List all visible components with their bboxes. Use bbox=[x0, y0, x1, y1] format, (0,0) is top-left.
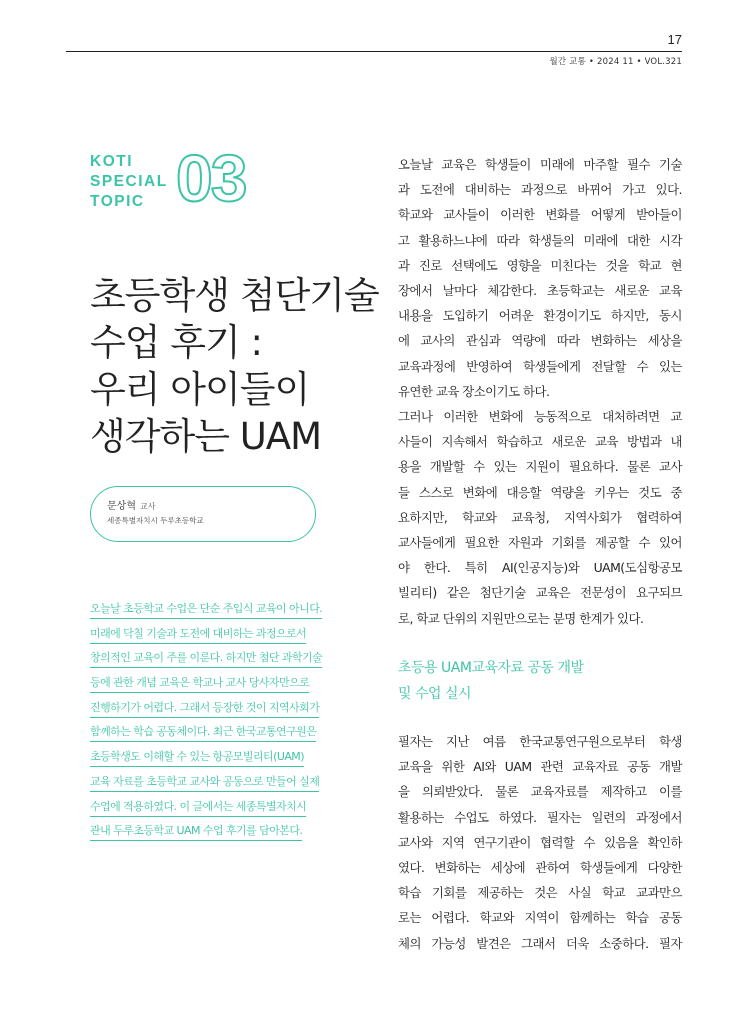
lead-line: 관내 두루초등학교 UAM 수업 후기를 담아본다. bbox=[90, 821, 302, 841]
body-line: 과 진로 선택에도 영향을 미친다는 것을 학교 현 bbox=[398, 257, 682, 273]
body-line: 유연한 교육 장소이기도 하다. bbox=[398, 383, 550, 399]
author-line bbox=[107, 500, 315, 514]
section-heading-line-1: 초등용 UAM교육자료 공동 개발 bbox=[398, 660, 584, 676]
body-line: 용을 개발할 수 있는 지원이 필요하다. 물론 교사 bbox=[398, 459, 682, 475]
lead-line: 등에 관한 개념 교육은 학교나 교사 당사자만으로 bbox=[90, 673, 309, 693]
lead-paragraph bbox=[90, 598, 370, 845]
section-heading bbox=[398, 655, 682, 707]
author-box bbox=[90, 486, 316, 542]
lead-line: 오늘날 초등학교 수업은 단순 주입식 교육이 아니다. bbox=[90, 599, 322, 619]
page-number: 17 bbox=[667, 32, 682, 47]
body-line: 교육과정에 반영하여 학생들에게 전달할 수 있는 bbox=[398, 358, 682, 374]
lead-line: 미래에 닥칠 기술과 도전에 대비하는 과정으로서 bbox=[90, 624, 306, 644]
lead-line: 수업에 적용하였다. 이 글에서는 세종특별자치시 bbox=[90, 797, 306, 817]
body-line: 과 도전에 대비하는 과정으로 바뀌어 가고 있다. bbox=[398, 182, 682, 198]
lead-line: 함께하는 학습 공동체이다. 최근 한국교통연구원은 bbox=[90, 722, 316, 742]
title-line-1: 초등학생 첨단기술 bbox=[90, 274, 379, 317]
body-line: 였다. 변화하는 세상에 관하여 학생들에게 다양한 bbox=[398, 860, 682, 876]
body-line: 을 의뢰받았다. 물론 교육자료를 제작하고 이를 bbox=[398, 784, 682, 800]
lead-line: 창의적인 교육이 주를 이룬다. 하지만 첨단 과학기술 bbox=[90, 648, 322, 668]
topic-number: 03 bbox=[176, 141, 246, 215]
body-line: 장에서 날마다 체감한다. 초등학교는 새로운 교육 bbox=[398, 283, 682, 299]
body-line: 고 활용하느냐에 따라 학생들의 미래에 대한 시각 bbox=[398, 232, 682, 248]
title-line-3: 우리 아이들이 bbox=[90, 368, 310, 411]
lead-line: 교육 자료를 초등학교 교사와 공동으로 만들어 실제 bbox=[90, 772, 319, 792]
body-text-part-2 bbox=[398, 729, 682, 956]
title-line-2: 수업 후기 : bbox=[90, 321, 262, 364]
body-line: 체의 가능성 발견은 그래서 더욱 소중하다. 필자 bbox=[398, 935, 682, 951]
section-heading-line-2: 및 수업 실시 bbox=[398, 686, 472, 702]
topic-line-koti: KOTI bbox=[90, 153, 134, 170]
body-line: 내용을 도입하기 어려운 환경이기도 하지만, 동시 bbox=[398, 308, 682, 324]
special-topic-label bbox=[90, 141, 246, 215]
article-title bbox=[90, 272, 390, 460]
body-line: 들 스스로 변화에 대응할 역량을 키우는 것도 중 bbox=[398, 484, 682, 500]
body-line: 요하지만, 학교와 교육청, 지역사회가 협력하여 bbox=[398, 509, 682, 525]
lead-line: 초등학생도 이해할 수 있는 항공모빌리티(UAM) bbox=[90, 747, 304, 767]
lead-line: 진행하기가 어렵다. 그래서 등장한 것이 지역사회가 bbox=[90, 698, 319, 718]
body-line: 학교와 교사들이 이러한 변화를 어떻게 받아들이 bbox=[398, 207, 682, 223]
body-line: 교사들에게 필요한 자원과 기회를 제공할 수 있어 bbox=[398, 535, 682, 551]
author-role: 교사 bbox=[139, 502, 156, 511]
body-text-part-1 bbox=[398, 152, 682, 631]
body-line: 활용하는 수업도 하였다. 필자는 일련의 과정에서 bbox=[398, 809, 682, 825]
body-line: 야 한다. 특히 AI(인공지능)와 UAM(도심항공모 bbox=[398, 560, 682, 576]
body-line: 학습 기회를 제공하는 것은 사실 학교 교과만으 bbox=[398, 885, 682, 901]
body-line: 빌리티) 같은 첨단기술 교육은 전문성이 요구되므 bbox=[398, 585, 682, 601]
title-line-4: 생각하는 UAM bbox=[90, 415, 322, 458]
body-line: 교사와 지역 연구기관이 협력할 수 있음을 확인하 bbox=[398, 834, 682, 850]
topic-line-special: SPECIAL bbox=[90, 173, 168, 190]
body-line: 로는 어렵다. 학교와 지역이 함께하는 학습 공동 bbox=[398, 910, 682, 926]
body-line: 사들이 지속해서 학습하고 새로운 교육 방법과 내 bbox=[398, 434, 682, 450]
body-line: 에 교사의 관심과 역량에 따라 변화하는 세상을 bbox=[398, 333, 682, 349]
body-line: 그러나 이러한 변화에 능동적으로 대처하려면 교 bbox=[398, 409, 682, 425]
author-name: 문상혁 bbox=[107, 501, 136, 512]
topic-line-topic: TOPIC bbox=[90, 193, 145, 210]
body-line: 교육을 위한 AI와 UAM 관련 교육자료 공동 개발 bbox=[398, 759, 682, 775]
body-line: 오늘날 교육은 학생들이 미래에 마주할 필수 기술 bbox=[398, 157, 682, 172]
body-line: 로, 학교 단위의 지원만으로는 분명 한계가 있다. bbox=[398, 610, 644, 626]
header-divider bbox=[66, 51, 682, 52]
body-line: 필자는 지난 여름 한국교통연구원으로부터 학생 bbox=[398, 734, 682, 749]
author-affiliation: 세종특별자치시 두루초등학교 bbox=[107, 516, 204, 525]
running-header: 월간 교통 • 2024 11 • VOL.321 bbox=[549, 57, 682, 67]
